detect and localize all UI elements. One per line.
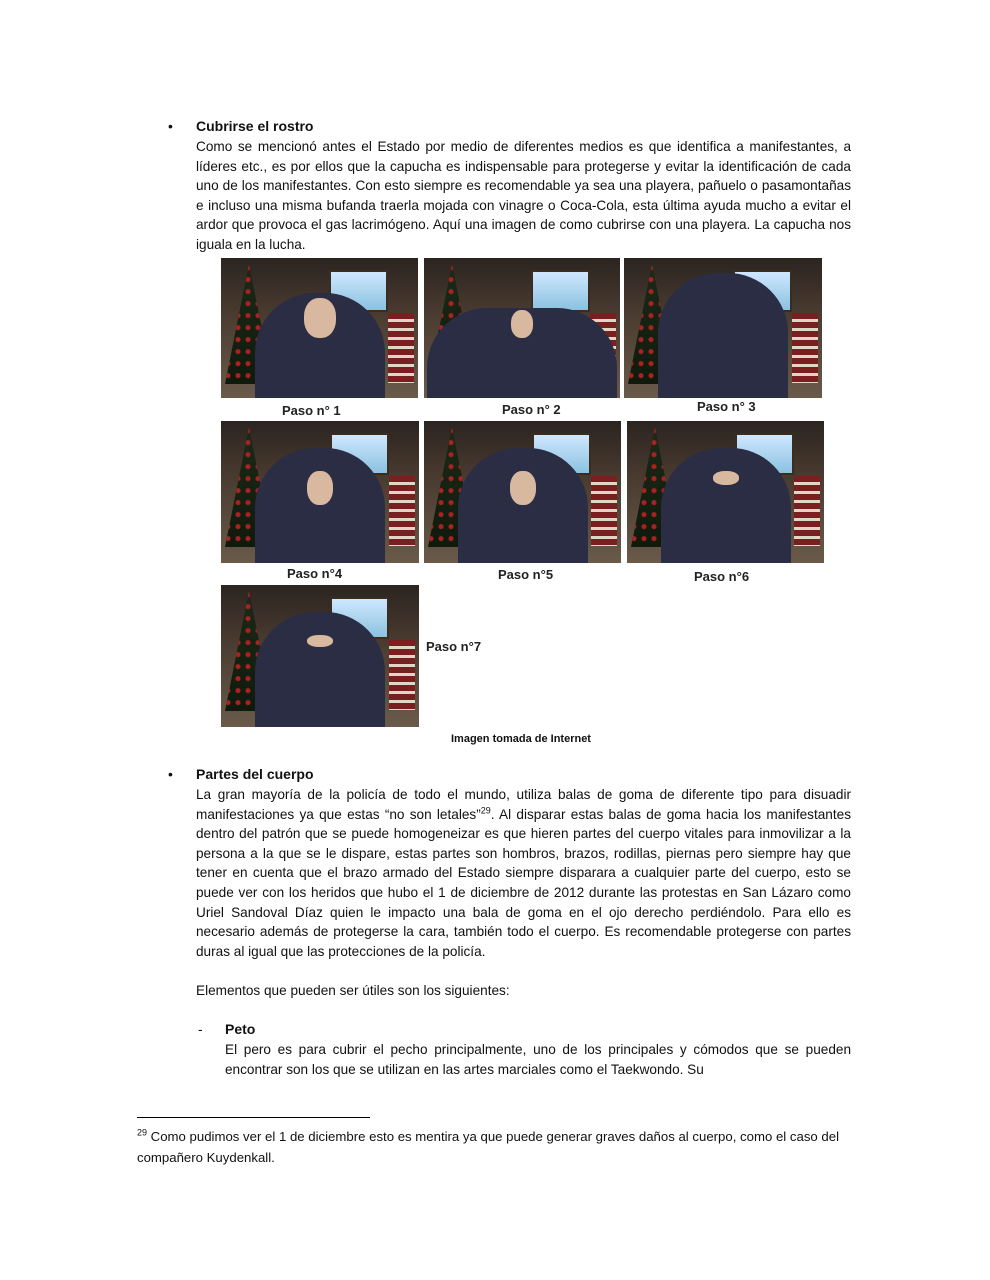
dash-bullet: - <box>198 1021 203 1037</box>
bullet: • <box>168 118 173 134</box>
photo-step-6 <box>627 421 824 563</box>
step-label-7: Paso n°7 <box>426 639 482 654</box>
photo-step-7 <box>221 585 419 727</box>
paragraph-text: . Al disparar estas balas de goma hacia los manifestantes dentro del patrón que se puede homogeneizar es que hieren partes del cuerpo vitales para inmovilizar a la persona a la que se le dispare, estas partes son hombros, brazos, rodillas, piernas pero siempre hay que tener en cuenta que el brazo armado del Estado siempre disparara a cualquier parte del cuerpo, esto se puede ver con los heridos que hubo el 1 de diciembre de 2012 durante las protestas en San Lázaro como Uriel Sandoval Díaz quien le impacto una bala de goma en el ojo derecho perdiéndolo. Para ello es necesario además de protegerse la cara, también todo el cuerpo. Es recomendable protegerse con partes duras al igual que las protecciones de la policía. <box>196 806 851 959</box>
section-heading-cubrirse-el-rostro: Cubrirse el rostro <box>196 118 314 134</box>
photo-step-1 <box>221 258 418 398</box>
step-label-6: Paso n°6 <box>694 569 750 584</box>
step-label-4: Paso n°4 <box>287 566 343 581</box>
subsection-heading-peto: Peto <box>225 1021 256 1037</box>
photo-step-4 <box>221 421 419 563</box>
footnote-separator <box>137 1117 370 1118</box>
elements-intro: Elementos que pueden ser útiles son los siguientes: <box>196 983 510 998</box>
footnote-text: Como pudimos ver el 1 de diciembre esto es mentira ya que puede generar graves daños al cuerpo, como el caso del compañero Kuydenkall. <box>137 1129 840 1165</box>
step-label-1: Paso n° 1 <box>282 403 341 418</box>
step-label-5: Paso n°5 <box>498 567 554 582</box>
footnote-reference[interactable]: 29 <box>480 805 491 816</box>
photo-step-3 <box>624 258 822 398</box>
figure-credit: Imagen tomada de Internet <box>451 733 591 745</box>
footnote <box>137 1126 852 1168</box>
footnote-number: 29 <box>137 1127 148 1138</box>
photo-step-2 <box>424 258 620 398</box>
step-label-3: Paso n° 3 <box>697 399 756 414</box>
section-heading-partes-del-cuerpo: Partes del cuerpo <box>196 766 314 782</box>
bullet: • <box>168 766 173 782</box>
paragraph-peto: El pero es para cubrir el pecho principalmente, uno de los principales y cómodos que se pueden encontrar son los que se utilizan en las artes marciales como el Taekwondo. Su <box>225 1042 851 1077</box>
paragraph-text: La gran mayoría de la policía de todo el mundo, utiliza balas de goma de diferente tipo para disuadir manifestaciones ya que estas “no son letales” <box>196 787 851 822</box>
paragraph-partes-del-cuerpo <box>196 785 851 961</box>
photo-step-5 <box>424 421 621 563</box>
step-label-2: Paso n° 2 <box>502 402 561 417</box>
paragraph-cubrirse: Como se mencionó antes el Estado por medio de diferentes medios es que identifica a manifestantes, a líderes etc., es por ellos que la capucha es indispensable para protegerse y evitar la identificación de cada uno de los manifestantes. Con esto siempre es recomendable ya sea una playera, pañuelo o pasamontañas e incluso una misma bufanda traerla mojada con vinagre o Coca-Cola, esta última ayuda mucho a evitar el ardor que provoca el gas lacrimógeno. Aquí una imagen de como cubrirse con una playera. La capucha nos iguala en la lucha. <box>196 139 851 252</box>
